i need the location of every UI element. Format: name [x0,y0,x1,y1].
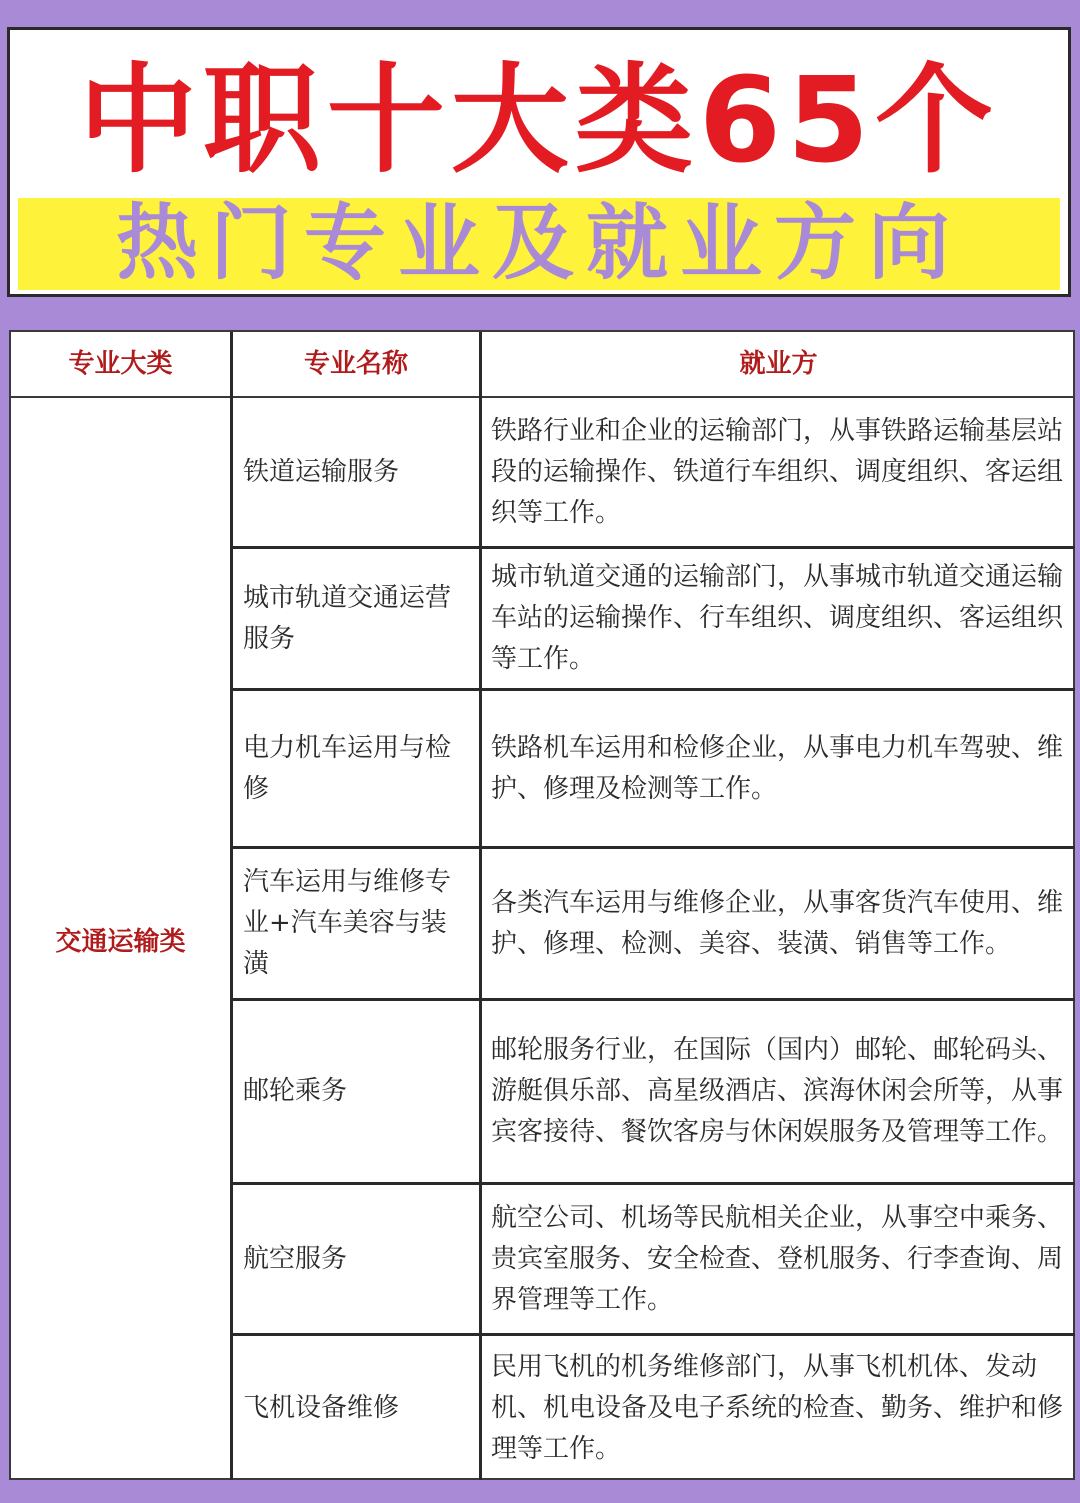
employment-direction: 航空公司、机场等民航相关企业，从事空中乘务、贵宾室服务、安全检查、登机服务、行李查询、周界管理等工作。 [491,1202,1064,1315]
employment-direction: 铁路机车运用和检修企业，从事电力机车驾驶、维护、修理及检测等工作。 [491,732,1064,804]
majors-table [9,330,1075,1480]
employment-direction: 各类汽车运用与维修企业，从事客货汽车使用、维护、修理、检测、美容、装潢、销售等工作。 [491,887,1064,959]
table-row [233,1001,1075,1185]
table-row [233,1185,1075,1336]
table-row [233,1336,1075,1480]
column-header-employment: 就业方 [739,349,818,379]
table-row [233,691,1075,849]
column-header-major-name: 专业名称 [303,349,408,379]
page-title: 中职十大类65个 [78,51,1000,189]
major-name: 电力机车运用与检修 [243,732,452,804]
major-name: 邮轮乘务 [243,1076,348,1106]
table-row [233,398,1075,549]
employment-direction: 铁路行业和企业的运输部门，从事铁路运输基层站段的运输操作、铁道行车组织、调度组织、客运组织等工作。 [491,415,1064,528]
table-header-row [11,332,1073,398]
employment-direction: 城市轨道交通的运输部门，从事城市轨道交通运输车站的运输操作、行车组织、调度组织、客运组织等工作。 [491,562,1064,674]
column-header-category: 专业大类 [68,349,173,379]
page-subtitle: 热门专业及就业方向 [115,196,962,291]
category-cell: 交通运输类 [55,926,186,957]
employment-direction: 邮轮服务行业，在国际（国内）邮轮、邮轮码头、游艇俱乐部、高星级酒店、滨海休闲会所等，从事宾客接待、餐饮客房与休闲娱服务及管理等工作。 [491,1035,1064,1147]
table-row [233,549,1075,691]
header-card [7,27,1071,297]
table-row [233,849,1075,1001]
major-name: 航空服务 [243,1243,348,1274]
major-name: 汽车运用与维修专业+汽车美容与装潢 [243,867,452,979]
major-name: 铁道运输服务 [243,456,400,487]
subtitle-band [18,198,1060,290]
employment-direction: 民用飞机的机务维修部门，从事飞机机体、发动机、机电设备及电子系统的检查、勤务、维护和修理等工作。 [491,1351,1064,1464]
major-name: 飞机设备维修 [243,1392,400,1423]
major-name: 城市轨道交通运营服务 [243,582,452,654]
